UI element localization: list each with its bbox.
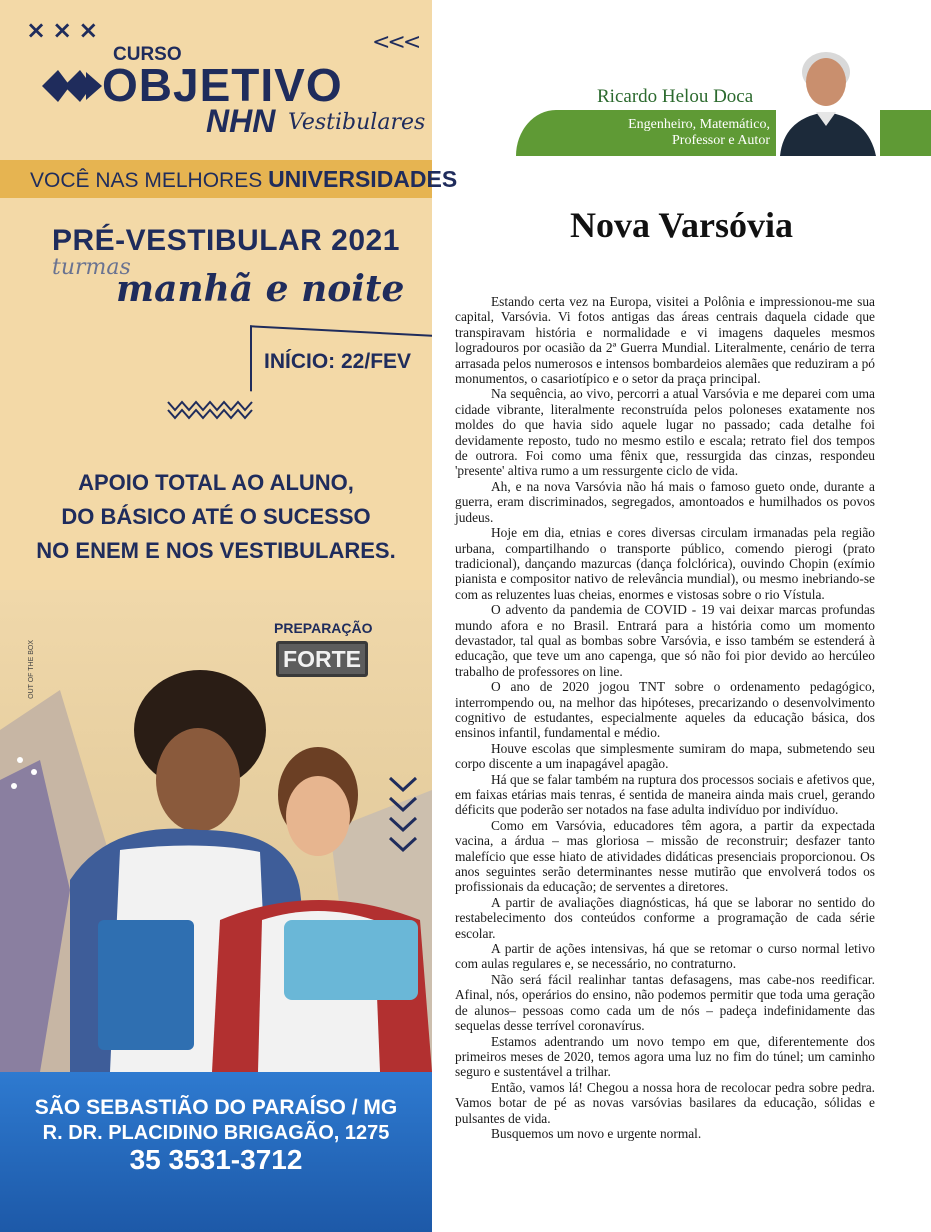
objetivo-advertisement (0, 0, 458, 1232)
paragraph: Na sequência, ao vivo, percorri a atual Varsóvia e me deparei com uma cidade vibrante, literalmente reconstruída pelos poloneses exatamente nos moldes do que havia sido aquele lugar no passado; cada detalhe foi devidamente reposto, tudo no mesmo estilo e escala; retrato fiel dos tempos de outrora. Foi como uma fênix que, ressurgida das cinzas, respondeu 'presente' altiva rumo a um ressurgente ciclo de vida. (455, 386, 875, 479)
banner-bold-text: UNIVERSIDADES (268, 166, 458, 192)
paragraph: Houve escolas que simplesmente sumiram do mapa, submetendo seu corpo discente a um inapagável apagão. (455, 740, 875, 772)
paragraph: Busquemos um novo e urgente normal. (491, 1125, 702, 1141)
slogan-line: NO ENEM E NOS VESTIBULARES. (36, 538, 396, 563)
paragraph: Como em Varsóvia, educadores têm agora, a partir da expectada vacina, a árdua – mas gloriosa – missão de reconstruir; desfazer tanto malefício que esse hiato de atividades didáticas presenciais proporcionou. Os anos seguintes serão determinantes nesse mutirão que envolverá todos os profissionais da educação; de serventes a diretores. (455, 817, 875, 895)
author-portrait (776, 42, 880, 156)
author-role (580, 117, 770, 149)
decorative-chevrons-left: <<< (372, 30, 419, 55)
turmas-label: turmas (52, 255, 131, 280)
side-tag: OUT OF THE BOX (28, 640, 35, 699)
paragraph: A partir de avaliações diagnósticas, há que se laborar no sentido do restabelecimento dos conteúdos conforme a programação de cada série escolar. (455, 894, 875, 941)
zigzag-decoration-icon (168, 396, 252, 418)
forte-stamp: FORTE (276, 641, 368, 677)
logo-brand-script: Vestibulares (288, 110, 426, 135)
address-city: SÃO SEBASTIÃO DO PARAÍSO / MG (34, 1096, 398, 1119)
paragraph: A partir de ações intensivas, há que se retomar o curso normal letivo com aulas regulares e, se necessário, no contraturno. (455, 941, 875, 972)
article-body (455, 294, 875, 1141)
preparation-label: PREPARAÇÃO (274, 620, 373, 636)
phone-number: 35 3531-3712 (129, 1144, 303, 1175)
logo-brand-name: OBJETIVO (102, 59, 343, 111)
support-slogan (0, 466, 432, 568)
banner-text: VOCÊ NAS MELHORES (30, 169, 269, 192)
paragraph: O ano de 2020 jogou TNT sobre o ordenamento pedagógico, interrompendo ou, na melhor das hipóteses, precarizando o desenvolvimento cognitivo de estudantes, especialmente aqueles da educação básica, dos ensinos infantil, fundamental e médio. (455, 679, 875, 741)
start-date: INÍCIO: 22/FEV (264, 350, 412, 373)
paragraph: Não será fácil realinhar tantas defasagens, mas cabe-nos reedificar. Afinal, nós, operários do ensino, não podemos permitir que toda uma geração de alunos– pessoas como cada um de nós – padeça indefinidamente das sequelas desse terrível coronavírus. (455, 971, 875, 1034)
article-title: Nova Varsóvia (569, 205, 794, 245)
paragraph: Estando certa vez na Europa, visitei a Polônia e impressionou-me sua capital, Varsóvia. Vi fotos antigas das áreas centrais daquela cidade que transpiravam história e normalidade e vi imagens daqueles mesmos logradouros por ocasião da 2ª Guerra Mundial. Literalmente, cenário de terra arrasada pelos numerosos e intensos bombardeios alemães que reduziram a pó monumentos, o casariotípico e o setor da praça principal. (455, 294, 875, 387)
paragraph: Hoje em dia, etnias e cores diversas circulam irmanadas pela região urbana, compartilhando o transporte público, comendo pierogi (prato tradicional), dançando mazurcas (dança folclórica), ouvindo Chopin (exímio pianista e compositor nativo de relevância mundial), ou mesmo inebriando-se com as reluzentes luas cheias, enormes e vistosas sobre o rio Vístula. (455, 525, 875, 602)
objetivo-logo-icon (40, 66, 106, 106)
pre-vestibular-heading: PRÉ-VESTIBULAR 2021 (52, 224, 400, 257)
paragraph: Há que se falar também na ruptura dos processos sociais e afetivos que, em faixas etárias mais tenras, é sentida de maneira ainda mais cruel, gerando déficits que poderão ser notados na fase adulta indivíduo por indivíduo. (455, 771, 875, 818)
universities-banner (0, 160, 458, 198)
chevron-down-decoration-icon (388, 776, 418, 862)
logo-brand-sub: NHN (206, 103, 276, 139)
paragraph: Então, vamos lá! Chegou a nossa hora de recolocar pedra sobre pedra. Vamos botar de pé as novas varsóvias basilares da educação, sólidas e pulsantes de vida. (455, 1079, 875, 1126)
author-role-line: Engenheiro, Matemático, (628, 117, 770, 132)
logo-curso-label: CURSO (113, 44, 182, 65)
slogan-line: DO BÁSICO ATÉ O SUCESSO (61, 504, 371, 529)
schedule-text: manhã e noite (116, 268, 405, 310)
paragraph: O advento da pandemia de COVID - 19 vai deixar marcas profundas mundo afora e no Brasil. Entrará para a história como um momento devastador, tal qual as bombas sobre Varsóvia, e isso também se estenderá à educação, que teve um ano capenga, que só não foi pior devido ao hercúleo trabalho de professores on line. (455, 602, 875, 679)
paragraph: Ah, e na nova Varsóvia não há mais o famoso gueto onde, durante a guerra, eram discriminados, segregados, amontoados e humilhados os povos judeus. (455, 478, 875, 525)
author-role-line: Professor e Autor (672, 133, 770, 148)
author-name: Ricardo Helou Doca (597, 86, 754, 107)
address-street: R. DR. PLACIDINO BRIGAGÃO, 1275 (42, 1122, 390, 1144)
decorative-x-marks: ××× (26, 16, 105, 44)
slogan-line: APOIO TOTAL AO ALUNO, (78, 470, 354, 495)
paragraph: Estamos adentrando um novo tempo em que, diferentemente dos primeiros meses de 2020, temos agora uma luz no fim do túnel; um caminho seguro e sustentável a trilhar. (455, 1033, 875, 1080)
